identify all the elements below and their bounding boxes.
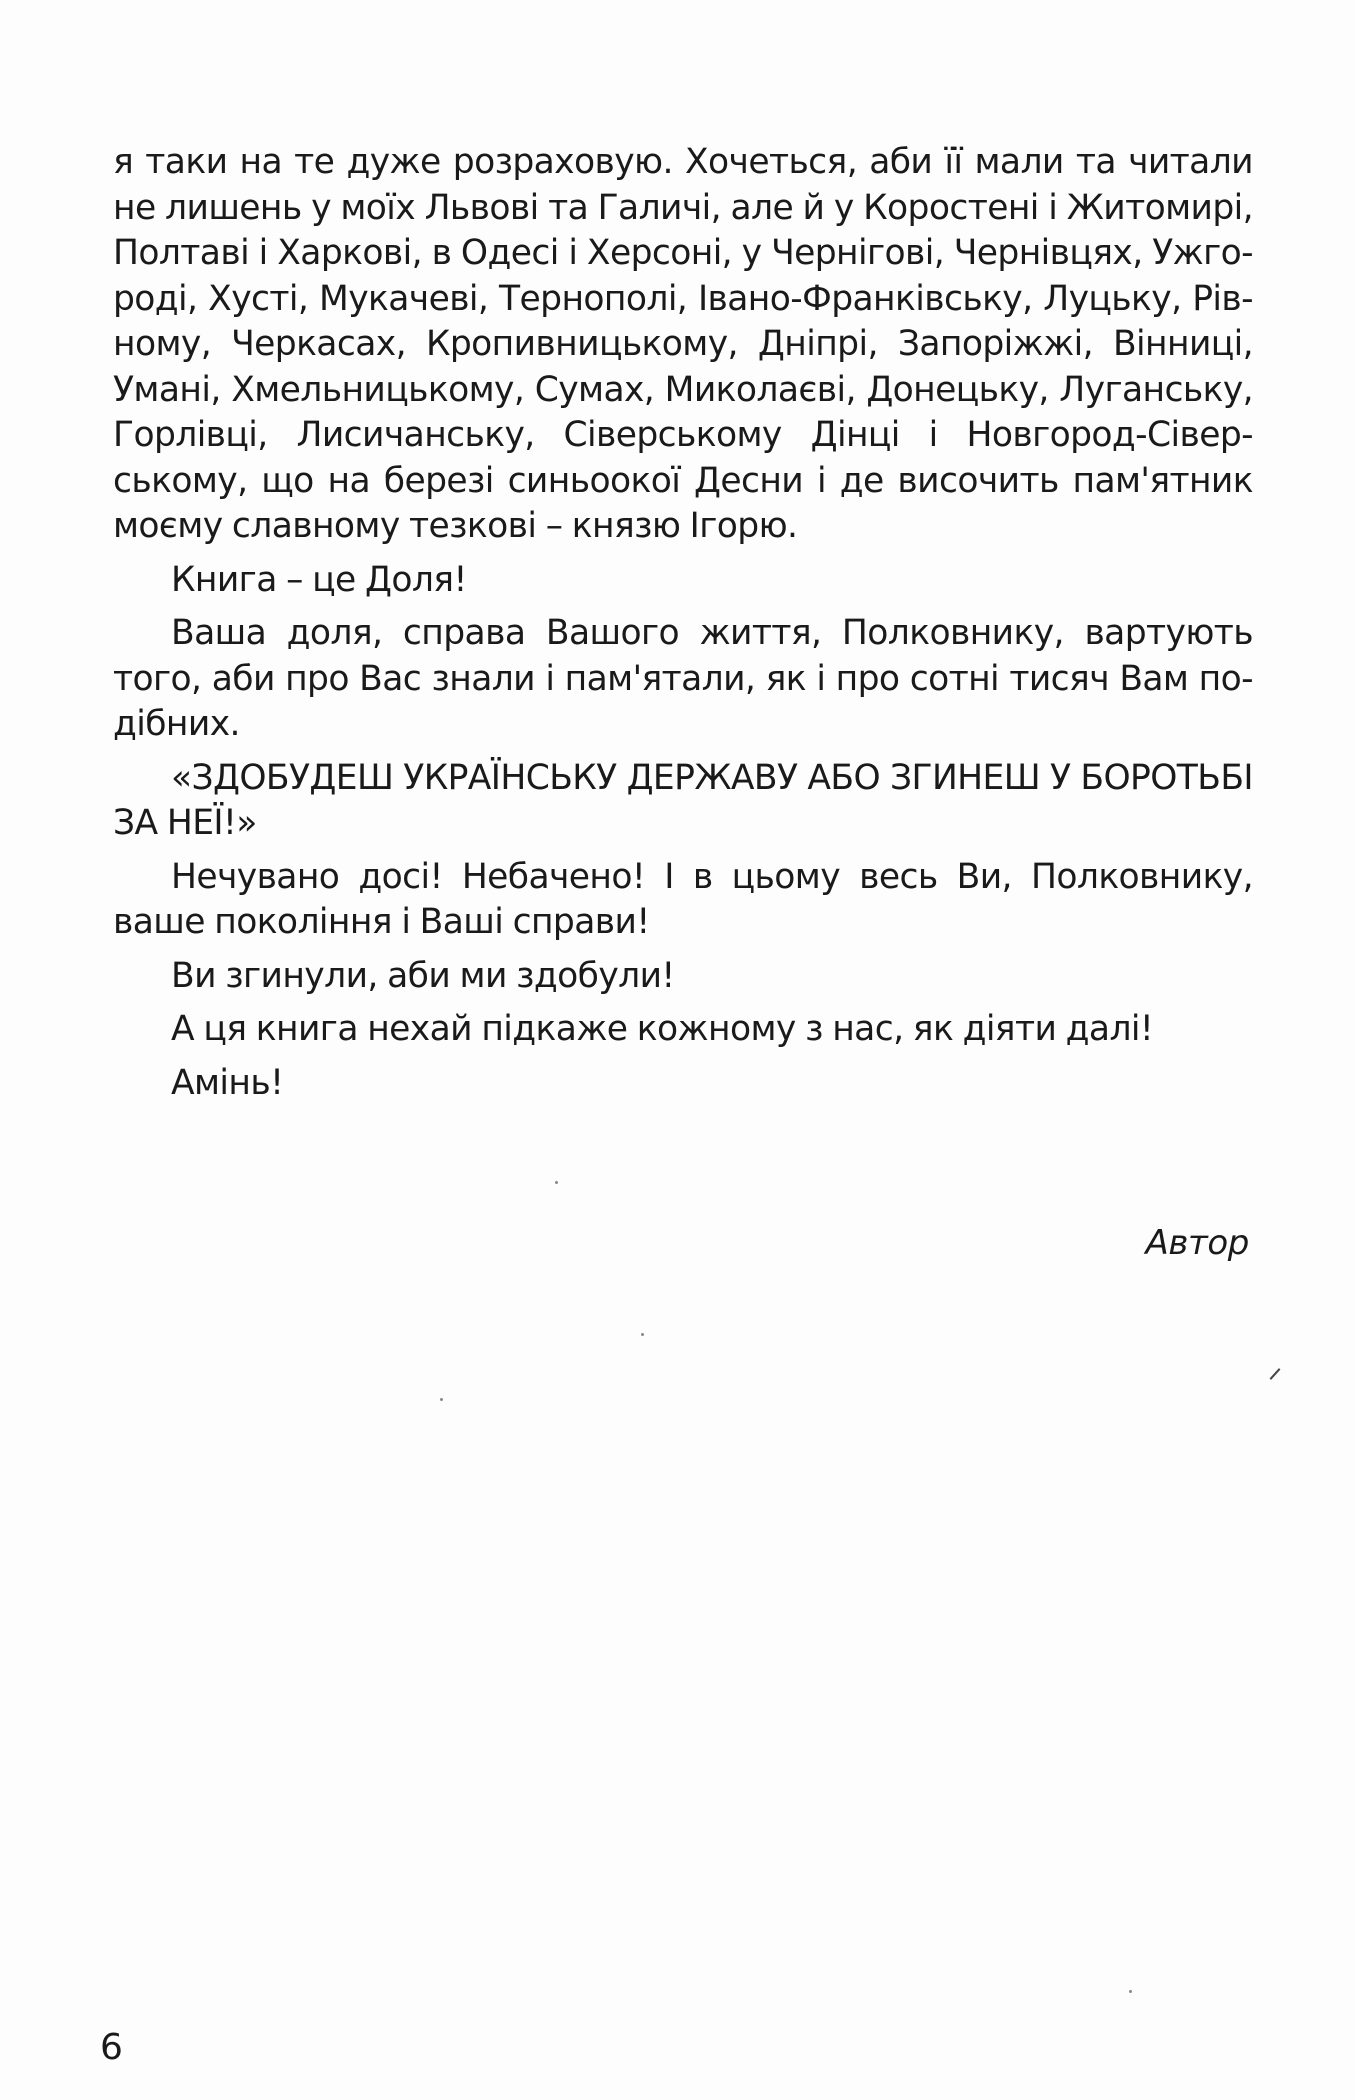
text-line: ському, що на березі синьоокої Десни і де височить пам'ятник [113, 460, 1253, 501]
text-line: ному, Черкасах, Кропивницькому, Дніпрі, Запоріжжі, Вінниці, [113, 324, 1253, 364]
scan-speck [555, 1181, 558, 1184]
text-line: дібних. [113, 704, 240, 744]
body-text [113, 140, 1253, 1106]
text-line: Горлівці, Лисичанську, Сіверському Дінці і Новгород-Сівер- [113, 415, 1253, 455]
text-line: Ви згинули, аби ми здобули! [171, 955, 675, 996]
text-line: не лишень у моїх Львові та Галичі, але й у Коростені і Житомирі, [113, 187, 1253, 228]
text-line: А ця книга нехай підкаже кожному з нас, як діяти далі! [171, 1009, 1154, 1049]
text-line: Ваша доля, справа Вашого життя, Полковнику, вартують [171, 613, 1253, 653]
text-line: Полтаві і Харкові, в Одесі і Херсоні, у Чернігові, Чернівцях, Ужго- [113, 233, 1253, 273]
scan-speck [641, 1333, 644, 1336]
text-line: Амінь! [171, 1062, 284, 1103]
text-line: я таки на те дуже розраховую. Хочеться, аби її мали та читали [113, 142, 1253, 182]
text-line: Умані, Хмельницькому, Сумах, Миколаєві, Донецьку, Луганську, [113, 369, 1253, 410]
scan-speck [440, 1398, 443, 1401]
text-line: того, аби про Вас знали і пам'ятали, як і про сотні тисяч Вам по- [113, 658, 1253, 699]
text-line: Книга – це Доля! [171, 559, 467, 600]
text-line: ваше покоління і Ваші справи! [113, 902, 650, 942]
text-line: Нечувано досі! Небачено! І в цьому весь Ви, Полковнику, [171, 856, 1253, 897]
scan-mark [1270, 1368, 1281, 1380]
text-line: «ЗДОБУДЕШ УКРАЇНСЬКУ ДЕРЖАВУ АБО ЗГИНЕШ У БОРОТЬБІ [171, 757, 1253, 798]
text-line: роді, Хусті, Мукачеві, Тернополі, Івано-Франківську, Луцьку, Рів- [113, 278, 1253, 319]
text-line: моєму славному тезкові – князю Ігорю. [113, 506, 798, 546]
text-line: ЗА НЕЇ!» [113, 803, 257, 843]
scan-speck [1129, 1990, 1132, 1993]
author-signature: Автор [1145, 1223, 1249, 1263]
page-number: 6 [100, 2027, 123, 2068]
